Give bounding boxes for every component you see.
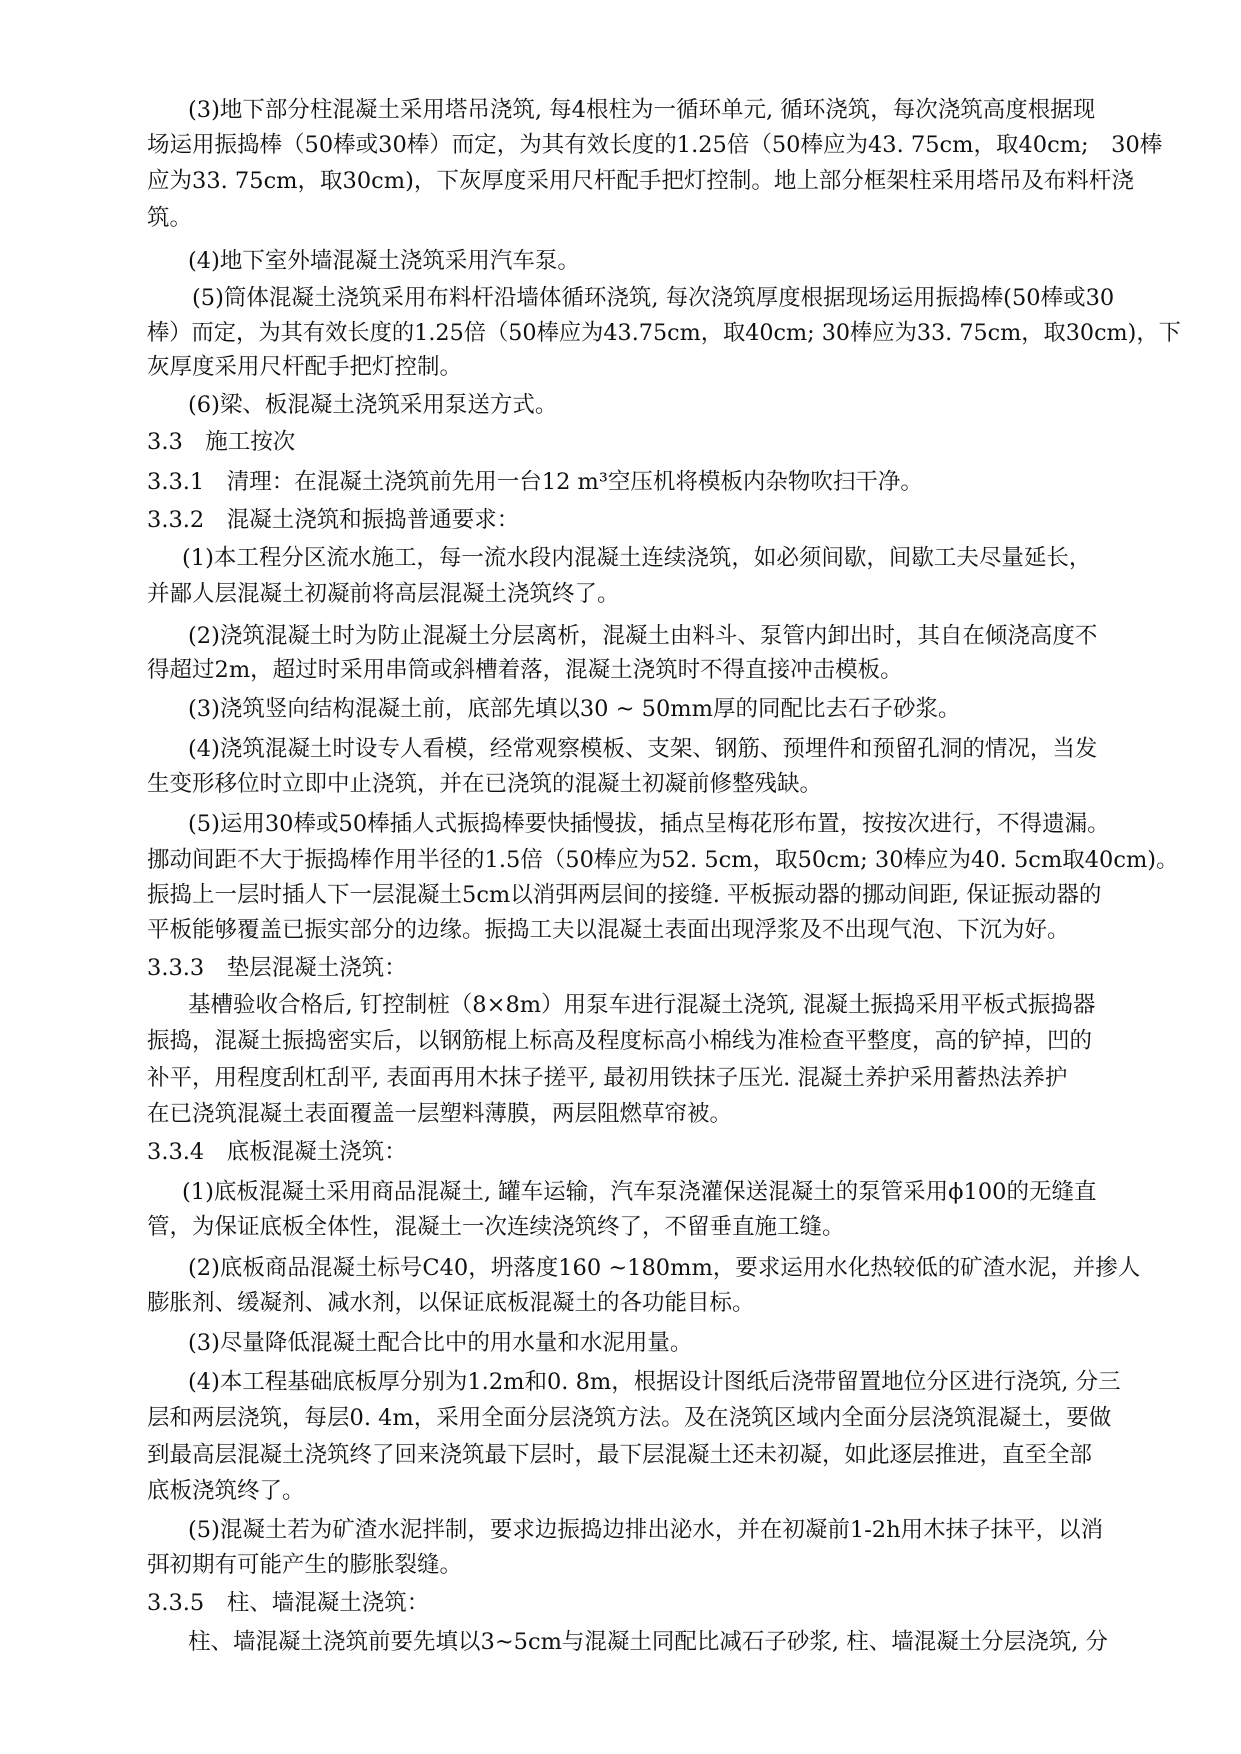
text-line: 3.3.1 清理：在混凝土浇筑前先用一台12 m³空压机将模板内杂物吹扫干净。 [147,469,923,495]
text-line: (5)运用30棒或50棒插人式振捣棒要快插慢拔，插点呈梅花形布置，按按次进行，不得遗漏。 [188,811,1110,837]
text-line: (1)本工程分区流水施工，每一流水段内混凝土连续浇筑，如必须间歇，间歇工夫尽量延长， [182,545,1092,571]
text-line: 在已浇筑混凝土表面覆盖一层塑料薄膜，两层阻燃草帘被。 [147,1101,733,1127]
text-line: 底板浇筑终了。 [147,1478,305,1504]
text-line: 振捣，混凝土振捣密实后，以钢筋棍上标高及程度标高小棉线为准检查平整度，高的铲掉，凹的 [147,1028,1093,1054]
text-line: 得超过2m，超过时采用串筒或斜槽着落，混凝土浇筑时不得直接冲击模板。 [147,657,903,683]
text-line: 管，为保证底板全体性，混凝土一次连续浇筑终了，不留垂直施工缝。 [147,1214,845,1240]
text-line: 平板能够覆盖已振实部分的边缘。振捣工夫以混凝土表面出现浮浆及不出现气泡、下沉为好。 [147,917,1070,943]
text-line: (4)浇筑混凝土时设专人看模，经常观察模板、支架、钢筋、预埋件和预留孔洞的情况，当发 [188,736,1098,762]
text-line: 柱、墙混凝土浇筑前要先填以3~5cm与混凝土同配比减石子砂浆, 柱、墙混凝土分层浇筑, 分 [188,1629,1109,1655]
section-heading: 3.3.3 垫层混凝土浇筑： [147,955,407,981]
text-line: 到最高层混凝土浇筑终了回来浇筑最下层时，最下层混凝土还未初凝，如此逐层推进，直至全部 [147,1442,1093,1468]
text-line: 场运用振捣棒（50棒或30棒）而定，为其有效长度的1.25倍（50棒应为43. 75cm，取40cm; 30棒 [147,132,1163,158]
section-heading: 3.3 施工按次 [147,429,296,455]
text-line: (5)筒体混凝土浇筑采用布料杆沿墙体循环浇筑, 每次浇筑厚度根据现场运用振捣棒(50棒或30 [192,285,1115,311]
text-line: 层和两层浇筑，每层0. 4m，采用全面分层浇筑方法。及在浇筑区域内全面分层浇筑混凝土，要做 [147,1405,1112,1431]
text-line: (3)尽量降低混凝土配合比中的用水量和水泥用量。 [188,1330,693,1356]
text-line: 膨胀剂、缓凝剂、减水剂，以保证底板混凝土的各功能目标。 [147,1290,755,1316]
text-line: (4)本工程基础底板厚分别为1.2m和0. 8m，根据设计图纸后浇带留置地位分区进行浇筑, 分三 [188,1369,1121,1395]
text-line: 生变形移位时立即中止浇筑，并在已浇筑的混凝土初凝前修整残缺。 [147,771,823,797]
text-line: (4)地下室外墙混凝土浇筑采用汽车泵。 [188,248,580,274]
text-line: 灰厚度采用尺杆配手把灯控制。 [147,354,463,380]
text-line: 应为33. 75cm，取30cm)，下灰厚度采用尺杆配手把灯控制。地上部分框架柱采用塔吊及布料杆浇 [147,168,1134,194]
section-heading: 3.3.2 混凝土浇筑和振捣普通要求： [147,507,520,533]
text-line: (5)混凝土若为矿渣水泥拌制，要求边振捣边排出泌水，并在初凝前1-2h用木抹子抹平，以消 [188,1517,1104,1543]
text-line: (1)底板混凝土采用商品混凝土, 罐车运输，汽车泵浇灌保送混凝土的泵管采用ϕ100的无缝直 [182,1179,1097,1205]
text-line: (2)浇筑混凝土时为防止混凝土分层离析，混凝土由料斗、泵管内卸出时，其自在倾浇高度不 [188,623,1098,649]
text-line: 棒）而定，为其有效长度的1.25倍（50棒应为43.75cm，取40cm; 30棒应为33. 75cm，取30cm)，下 [147,320,1181,346]
text-line: (3)地下部分柱混凝土采用塔吊浇筑, 每4根柱为一循环单元, 循环浇筑，每次浇筑高度根据现 [188,97,1096,123]
text-line: (3)浇筑竖向结构混凝土前，底部先填以30 ~ 50mm厚的同配比去石子砂浆。 [188,696,961,722]
section-heading: 3.3.5 柱、墙混凝土浇筑： [147,1590,430,1616]
text-line: 弭初期有可能产生的膨胀裂缝。 [147,1552,463,1578]
text-line: 挪动间距不大于振捣棒作用半径的1.5倍（50棒应为52. 5cm，取50cm; 30棒应为40. 5cm取40cm)。 [147,847,1179,873]
text-line: 补平，用程度刮杠刮平, 表面再用木抹子搓平, 最初用铁抹子压光. 混凝土养护采用蓄热法养护 [147,1065,1068,1091]
text-line: 筑。 [147,205,193,231]
text-line: 振捣上一层时插人下一层混凝土5cm以消弭两层间的接缝. 平板振动器的挪动间距, 保证振动器的 [147,882,1102,908]
section-heading: 3.3.4 底板混凝土浇筑： [147,1139,407,1165]
text-line: 并鄙人层混凝土初凝前将高层混凝土浇筑终了。 [147,581,620,607]
text-line: 基槽验收合格后, 钉控制桩（8×8m）用泵车进行混凝土浇筑, 混凝土振捣采用平板式振捣器 [188,992,1096,1018]
text-line: (2)底板商品混凝土标号C40，坍落度160 ~180mm，要求运用水化热较低的矿渣水泥，并掺人 [188,1255,1141,1281]
text-line: (6)梁、板混凝土浇筑采用泵送方式。 [188,392,558,418]
